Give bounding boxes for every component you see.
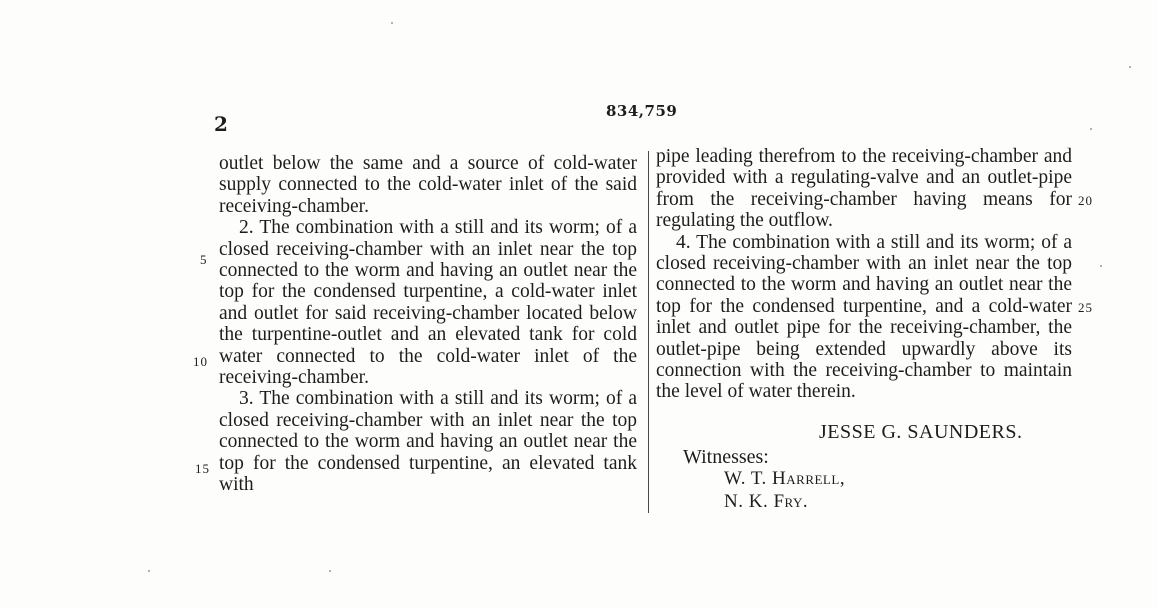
line-number-20: 20 [1078,193,1093,208]
patent-number: 834,759 [606,102,678,120]
line-number-15: 15 [195,461,210,476]
witnesses-label: Witnesses: [683,446,769,468]
scan-speck [148,570,150,572]
column-divider [648,151,649,513]
scan-speck [1129,66,1131,68]
left-column [219,153,637,496]
left-paragraph-1: outlet below the same and a source of cold-water supply connected to the cold-water inlet of the said receiving-chamber. [219,153,637,217]
scan-speck [329,570,331,572]
scan-speck [1100,265,1102,267]
scan-speck [391,22,393,24]
claim-2: 2. The combination with a still and its worm; of a closed receiving-chamber with an inlet near the top connected to the worm and having an outlet near the top for the condensed turpentine, a cold-water inlet and outlet for said receiving-chamber located below the turpentine-outlet and an elevated tank for cold water connected to the cold-water inlet of the receiving-chamber. [219,217,637,389]
claim-4: 4. The combination with a still and its worm; of a closed receiving-chamber with an inlet near the top connected to the worm and having an outlet near the top for the condensed turpentine, and a cold-water inlet and outlet pipe for the receiving-chamber, the outlet-pipe being extended upwardly above its connection with the receiving-chamber to maintain the level of water therein. [656,231,1072,403]
inventor-signature: JESSE G. SAUNDERS. [819,421,1023,443]
right-column [656,146,1072,403]
right-paragraph-1: pipe leading therefrom to the receiving-chamber and provided with a regulating-valve and an outlet-pipe from the receiving-chamber having means for regulating the outflow. [656,146,1072,232]
line-number-5: 5 [200,252,208,267]
witness-2: N. K. Fry. [724,491,809,512]
claim-3: 3. The combination with a still and its worm; of a closed receiving-chamber with an inlet near the top connected to the worm and having an outlet near the top for the condensed turpentine, an elevated tank with [219,388,637,496]
line-number-25: 25 [1078,300,1093,315]
page-number: 2 [214,112,228,136]
scan-speck [1090,128,1092,130]
witness-1: W. T. Harrell, [724,468,846,489]
line-number-10: 10 [193,354,208,369]
